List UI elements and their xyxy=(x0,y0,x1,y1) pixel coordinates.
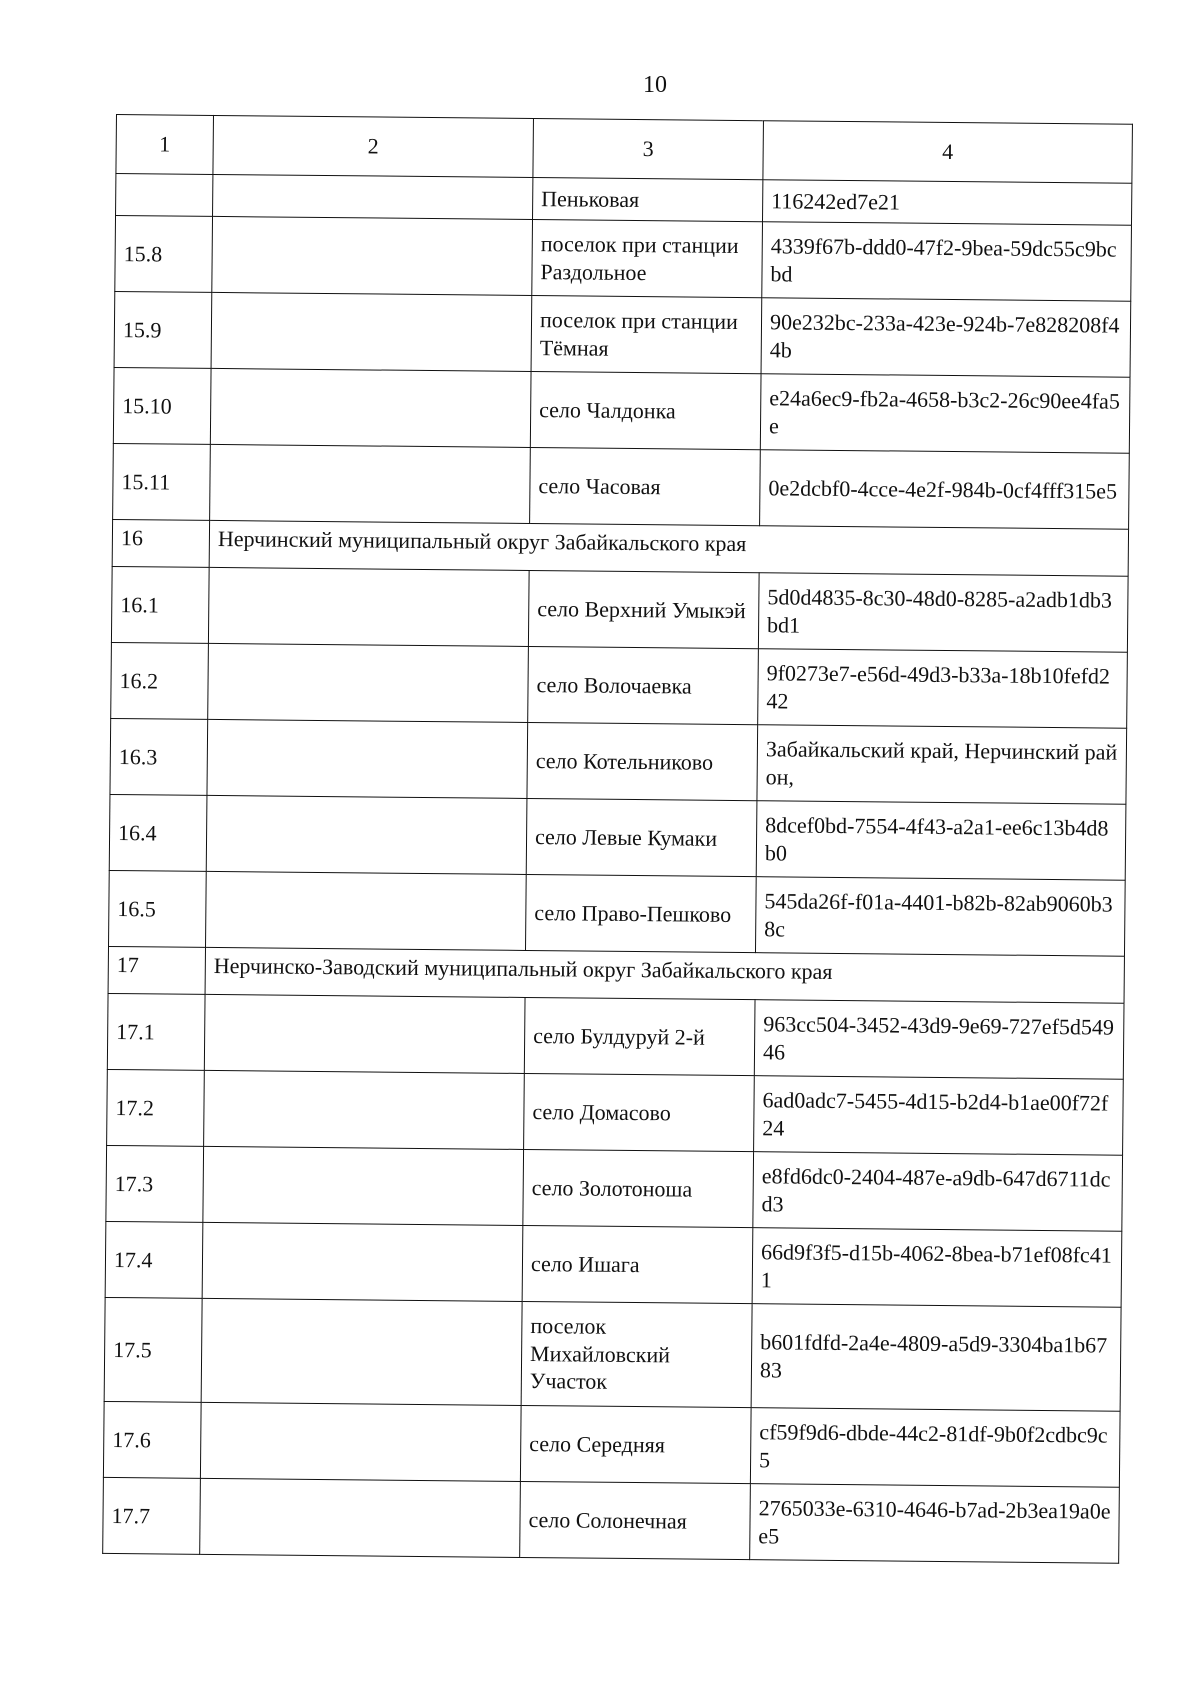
settlement-code: Забайкальский край, Нерчинский район, xyxy=(757,725,1127,805)
settlement-name: село Левые Кумаки xyxy=(526,798,757,876)
row-number: 17.1 xyxy=(107,993,205,1070)
settlement-code: 545da26f-f01a-4401-b82b-82ab9060b38c xyxy=(755,877,1125,957)
settlement-code: 5d0d4835-8c30-48d0-8285-a2adb1db3bd1 xyxy=(758,573,1128,653)
table-row xyxy=(111,642,1128,728)
row-number: 16.1 xyxy=(111,566,209,643)
region-title: Нерчинский муниципальный округ Забайкальского края xyxy=(209,520,1128,576)
settlement-code: 66d9f3f5-d15b-4062-8bea-b71ef08fc411 xyxy=(752,1228,1122,1308)
row-number: 17.6 xyxy=(103,1401,201,1478)
row-column-2 xyxy=(210,368,531,447)
table-row xyxy=(103,1401,1120,1487)
settlement-name: село Верхний Умыкэй xyxy=(528,570,759,648)
row-column-2 xyxy=(200,1478,521,1557)
settlement-name: село Чалдонка xyxy=(530,371,761,449)
table-row xyxy=(106,1145,1123,1231)
settlement-code: 6ad0adc7-5455-4d15-b2d4-b1ae00f72f24 xyxy=(754,1076,1124,1156)
settlement-name: село Ишага xyxy=(522,1225,753,1303)
row-column-2 xyxy=(202,1222,523,1301)
row-number: 15.8 xyxy=(115,216,213,293)
row-column-2 xyxy=(200,1402,521,1481)
table-row xyxy=(107,1069,1124,1155)
settlement-name: поселок Михайловский Участок xyxy=(521,1301,752,1407)
settlement-name: село Волочаевка xyxy=(528,646,759,724)
header-cell-1: 1 xyxy=(116,115,214,175)
table-row xyxy=(103,1477,1120,1563)
settlement-code: e8fd6dc0-2404-487e-a9db-647d6711dcd3 xyxy=(753,1152,1123,1232)
table-row xyxy=(109,870,1126,956)
row-number xyxy=(116,174,213,217)
row-column-2 xyxy=(204,1070,525,1149)
settlement-name: село Середняя xyxy=(520,1405,751,1483)
settlement-code: 8dcef0bd-7554-4f43-a2a1-ee6c13b4d8b0 xyxy=(756,801,1126,881)
region-number: 17 xyxy=(108,946,205,994)
table-row xyxy=(113,367,1130,453)
header-cell-4: 4 xyxy=(763,121,1133,184)
header-cell-3: 3 xyxy=(533,119,764,180)
table-body xyxy=(103,115,1133,1564)
row-number: 15.10 xyxy=(113,367,211,444)
row-column-2 xyxy=(210,444,531,523)
row-column-2 xyxy=(206,871,527,950)
row-number: 17.4 xyxy=(105,1221,203,1298)
table-row xyxy=(105,1221,1122,1307)
table-row xyxy=(115,216,1132,302)
row-number: 15.9 xyxy=(114,291,212,368)
row-number: 17.3 xyxy=(106,1145,204,1222)
table-row xyxy=(107,993,1124,1079)
settlements-table xyxy=(102,114,1133,1564)
row-column-2 xyxy=(208,643,529,722)
settlement-code: 9f0273e7-e56d-49d3-b33a-18b10fefd242 xyxy=(758,649,1128,729)
row-number: 17.2 xyxy=(107,1069,205,1146)
settlement-code: 4339f67b-ddd0-47f2-9bea-59dc55c9bcbd xyxy=(762,222,1132,302)
table-row xyxy=(114,291,1131,377)
settlement-code: 2765033e-6310-4646-b7ad-2b3ea19a0ee5 xyxy=(750,1484,1120,1564)
settlement-name: село Котельниково xyxy=(527,722,758,800)
row-number: 16.2 xyxy=(111,642,209,719)
row-number: 17.5 xyxy=(104,1297,202,1402)
table-header-row xyxy=(116,115,1133,184)
row-number: 17.7 xyxy=(103,1477,201,1554)
row-column-2 xyxy=(208,567,529,646)
table-row xyxy=(109,794,1126,880)
settlement-code: e24a6ec9-fb2a-4658-b3c2-26c90ee4fa5e xyxy=(760,374,1130,454)
settlement-code: 0e2dcbf0-4cce-4e2f-984b-0cf4fff315e5 xyxy=(760,450,1130,530)
table-row xyxy=(104,1297,1121,1411)
settlement-name: село Солонечная xyxy=(520,1481,751,1559)
settlement-name: село Булдуруй 2-й xyxy=(524,997,755,1075)
row-column-2 xyxy=(213,174,533,219)
settlement-name: село Золотоноша xyxy=(523,1149,754,1227)
settlement-code: 963cc504-3452-43d9-9e69-727ef5d54946 xyxy=(754,1000,1124,1080)
row-column-2 xyxy=(207,719,528,798)
table-row xyxy=(111,566,1128,652)
settlement-name: село Часовая xyxy=(530,447,761,525)
settlement-name: Пеньковая xyxy=(533,178,763,222)
region-title: Нерчинско-Заводский муниципальный округ Забайкальского края xyxy=(205,947,1124,1003)
settlement-code: 116242ed7e21 xyxy=(762,180,1131,226)
row-column-2 xyxy=(201,1298,522,1405)
settlement-code: 90e232bc-233a-423e-924b-7e828208f44b xyxy=(761,298,1131,378)
row-column-2 xyxy=(212,216,533,295)
row-column-2 xyxy=(211,292,532,371)
row-number: 16.3 xyxy=(110,718,208,795)
row-number: 15.11 xyxy=(113,443,211,520)
settlement-name: село Домасово xyxy=(524,1073,755,1151)
row-column-2 xyxy=(203,1146,524,1225)
row-number: 16.4 xyxy=(109,794,207,871)
row-column-2 xyxy=(206,795,527,874)
row-column-2 xyxy=(204,994,525,1073)
settlement-code: b601fdfd-2a4e-4809-a5d9-3304ba1b6783 xyxy=(751,1304,1121,1412)
settlement-name: поселок при станции Тёмная xyxy=(531,295,762,373)
settlement-name: поселок при станции Раздольное xyxy=(532,220,763,298)
settlement-code: cf59f9d6-dbde-44c2-81df-9b0f2cdbc9c5 xyxy=(750,1408,1120,1488)
page-number: 10 xyxy=(643,72,667,98)
settlement-name: село Право-Пешково xyxy=(525,874,756,952)
header-cell-2: 2 xyxy=(213,115,534,177)
table-row xyxy=(110,718,1127,804)
table-row xyxy=(113,443,1130,529)
region-number: 16 xyxy=(112,519,209,567)
row-number: 16.5 xyxy=(109,870,207,947)
